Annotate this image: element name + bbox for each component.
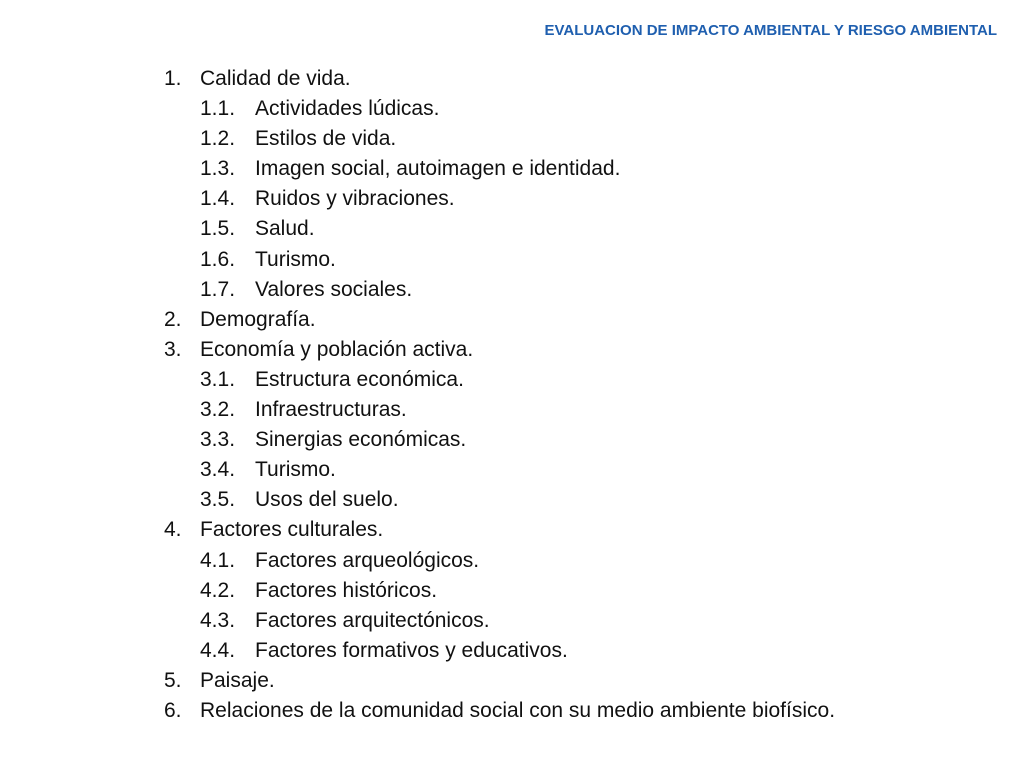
list-item-number: 4.	[164, 518, 182, 542]
list-item	[164, 576, 1004, 606]
list-item-number: 4.2.	[200, 578, 236, 602]
list-item-text: Factores históricos.	[255, 578, 438, 602]
list-item-text: Imagen social, autoimagen e identidad.	[255, 157, 621, 181]
list-item-number: 4.4.	[200, 638, 236, 662]
list-item	[164, 636, 1004, 666]
list-item-text: Calidad de vida.	[200, 67, 351, 90]
list-item-text: Actividades lúdicas.	[255, 97, 440, 121]
list-item	[164, 184, 1004, 214]
list-item-number: 1.2.	[200, 127, 236, 151]
list-item-text: Factores arquitectónicos.	[255, 608, 490, 632]
list-item-text: Ruidos y vibraciones.	[255, 187, 455, 211]
list-item	[164, 546, 1004, 576]
list-item	[164, 395, 1004, 425]
list-item-text: Relaciones de la comunidad social con su medio ambiente biofísico.	[200, 698, 836, 722]
list-item-number: 1.5.	[200, 217, 236, 241]
list-item-text: Turismo.	[255, 458, 336, 482]
list-item	[164, 606, 1004, 636]
list-item-number: 3.	[164, 337, 182, 361]
list-item-number: 3.1.	[200, 367, 236, 391]
list-item-text: Valores sociales.	[255, 277, 413, 301]
list-item-number: 1.7.	[200, 277, 236, 301]
list-item-text: Paisaje.	[200, 668, 275, 692]
list-item	[164, 94, 1004, 124]
list-item-text: Estructura económica.	[255, 367, 464, 391]
list-item	[164, 696, 1004, 726]
list-item-number: 1.	[164, 67, 182, 90]
list-item-text: Salud.	[255, 217, 315, 241]
page-title: EVALUACION DE IMPACTO AMBIENTAL Y RIESGO AMBIENTAL	[544, 22, 997, 39]
list-item	[164, 425, 1004, 455]
list-item-text: Infraestructuras.	[255, 398, 407, 422]
list-item-text: Factores formativos y educativos.	[255, 638, 568, 662]
list-item	[164, 275, 1004, 305]
list-item	[164, 485, 1004, 515]
list-item-number: 1.1.	[200, 97, 236, 121]
list-item-number: 4.3.	[200, 608, 236, 632]
outline-list	[164, 64, 1004, 726]
list-item-text: Factores culturales.	[200, 518, 384, 542]
list-item	[164, 124, 1004, 154]
list-item-number: 6.	[164, 698, 182, 722]
list-item-number: 1.4.	[200, 187, 236, 211]
list-item	[164, 154, 1004, 184]
list-item-number: 1.3.	[200, 157, 236, 181]
list-item-number: 3.5.	[200, 488, 236, 512]
list-item	[164, 666, 1004, 696]
list-item	[164, 455, 1004, 485]
list-item	[164, 365, 1004, 395]
list-item	[164, 214, 1004, 244]
list-item	[164, 335, 1004, 365]
list-item-number: 1.6.	[200, 247, 236, 271]
list-item-text: Sinergias económicas.	[255, 428, 467, 452]
list-item-text: Turismo.	[255, 247, 336, 271]
list-item-number: 3.2.	[200, 398, 236, 422]
list-item-text: Estilos de vida.	[255, 127, 397, 151]
list-item	[164, 64, 1004, 94]
list-item	[164, 305, 1004, 335]
list-item-text: Economía y población activa.	[200, 337, 474, 361]
list-item	[164, 515, 1004, 545]
list-item	[164, 245, 1004, 275]
list-item-text: Demografía.	[200, 307, 316, 331]
list-item-number: 5.	[164, 668, 182, 692]
list-item-number: 4.1.	[200, 548, 236, 572]
list-item-number: 2.	[164, 307, 182, 331]
list-item-number: 3.4.	[200, 458, 236, 482]
list-item-number: 3.3.	[200, 428, 236, 452]
list-item-text: Factores arqueológicos.	[255, 548, 480, 572]
list-item-text: Usos del suelo.	[255, 488, 399, 512]
